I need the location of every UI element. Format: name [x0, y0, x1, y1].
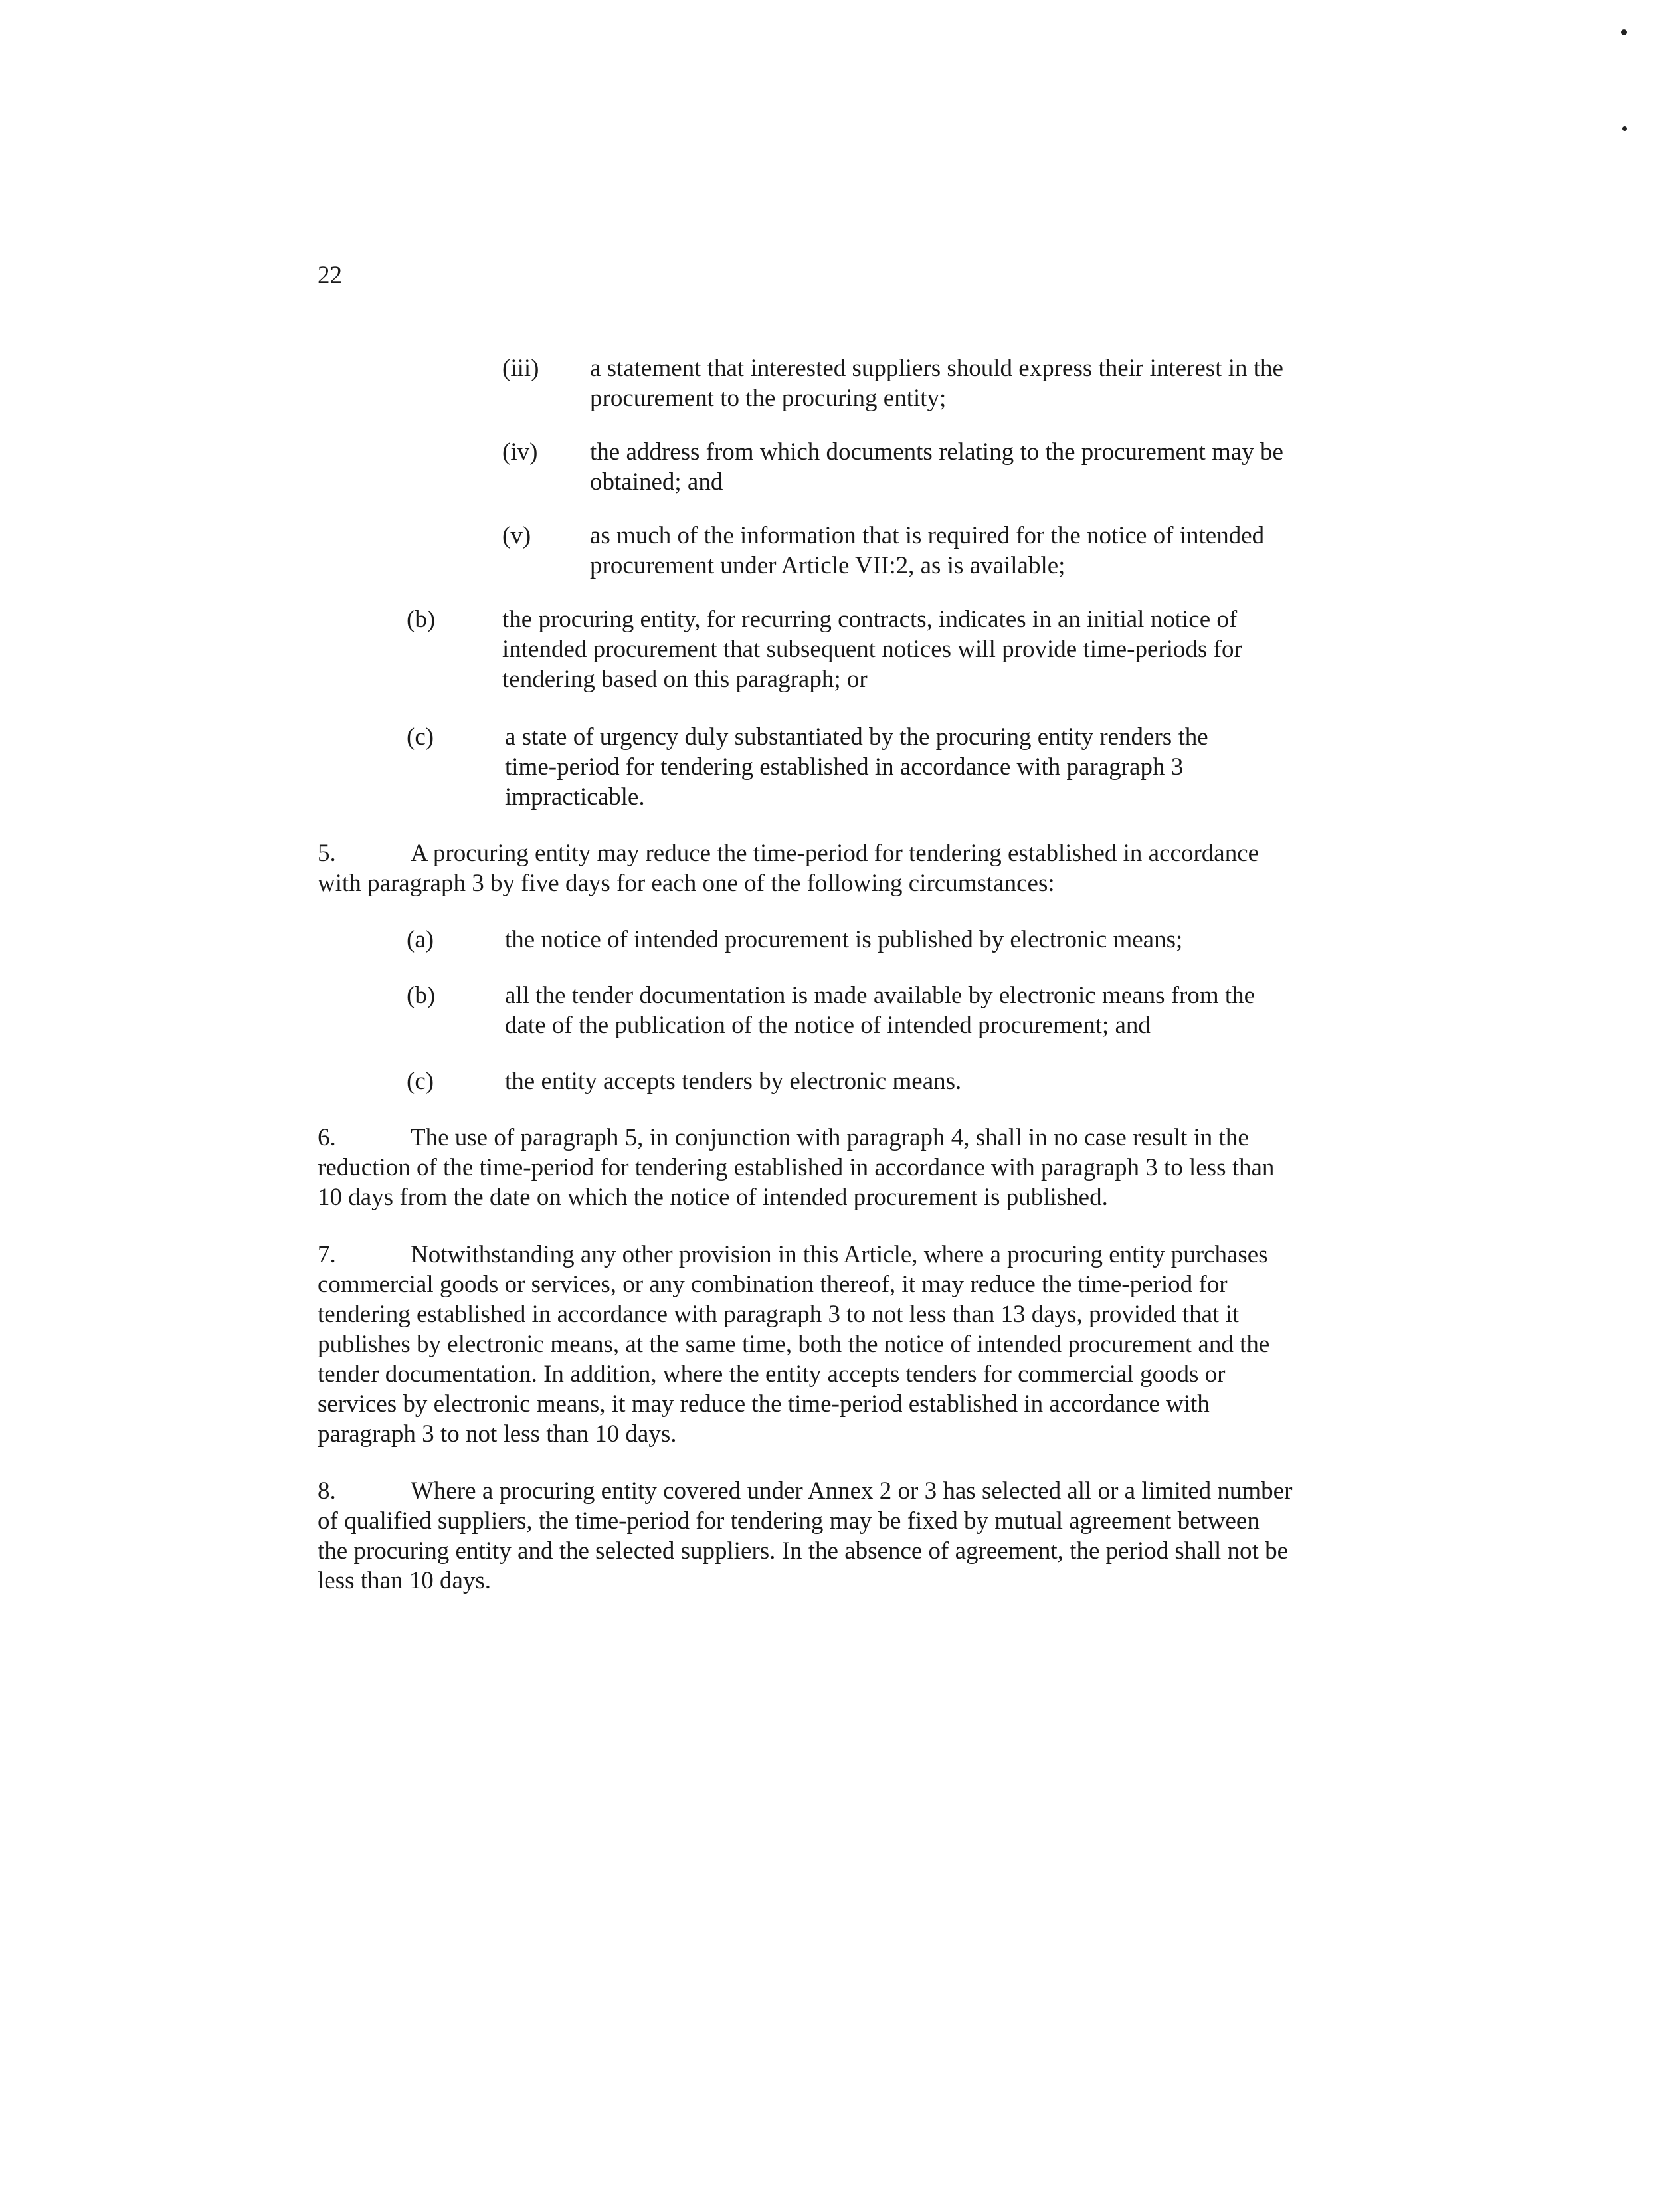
paragraph-number: 5.: [318, 840, 336, 867]
paragraph-line: Notwithstanding any other provision in this Article, where a procuring entity purchases: [411, 1241, 1268, 1268]
paragraph-number: 7.: [318, 1241, 336, 1268]
item-line: a statement that interested suppliers should express their interest in the: [590, 355, 1283, 382]
paragraph-line: tender documentation. In addition, where the entity accepts tenders for commercial goods or: [318, 1361, 1226, 1388]
paragraph-line: services by electronic means, it may reduce the time-period established in accordance with: [318, 1390, 1210, 1418]
item-line: time-period for tendering established in accordance with paragraph 3: [505, 753, 1184, 781]
paragraph-line: publishes by electronic means, at the same time, both the notice of intended procurement and the: [318, 1331, 1270, 1358]
scan-speck: [1621, 29, 1627, 35]
item-label: (b): [407, 982, 436, 1009]
paragraph-line: the procuring entity and the selected suppliers. In the absence of agreement, the period shall not be: [318, 1537, 1288, 1565]
item-label: (v): [502, 522, 531, 549]
scan-speck: [1622, 126, 1627, 131]
paragraph-line: tendering established in accordance with paragraph 3 to not less than 13 days, provided that it: [318, 1301, 1240, 1328]
item-line: date of the publication of the notice of intended procurement; and: [505, 1012, 1151, 1039]
item-label: (a): [407, 926, 434, 953]
item-line: the notice of intended procurement is published by electronic means;: [505, 926, 1183, 953]
item-line: all the tender documentation is made available by electronic means from the: [505, 982, 1256, 1009]
item-line: intended procurement that subsequent notices will provide time-periods for: [502, 636, 1242, 663]
paragraph-line: A procuring entity may reduce the time-period for tendering established in accordance: [411, 840, 1260, 867]
item-line: procurement under Article VII:2, as is available;: [590, 552, 1066, 579]
item-line: as much of the information that is required for the notice of intended: [590, 522, 1265, 549]
paragraph-number: 6.: [318, 1124, 336, 1151]
paragraph-line: 10 days from the date on which the notice of intended procurement is published.: [318, 1184, 1108, 1211]
item-label: (c): [407, 1068, 434, 1095]
paragraph-line: paragraph 3 to not less than 10 days.: [318, 1420, 677, 1448]
page-number: 22: [318, 262, 342, 289]
item-line: a state of urgency duly substantiated by the procuring entity renders the: [505, 723, 1208, 751]
item-label: (iv): [502, 438, 538, 466]
item-label: (c): [407, 723, 434, 751]
paragraph-line: The use of paragraph 5, in conjunction with paragraph 4, shall in no case result in the: [411, 1124, 1249, 1151]
item-label: (b): [407, 606, 436, 633]
item-line: impracticable.: [505, 783, 645, 810]
item-line: procurement to the procuring entity;: [590, 385, 947, 412]
paragraph-line: less than 10 days.: [318, 1567, 492, 1594]
item-line: the entity accepts tenders by electronic means.: [505, 1068, 962, 1095]
item-label: (iii): [502, 355, 539, 382]
paragraph-line: Where a procuring entity covered under Annex 2 or 3 has selected all or a limited number: [411, 1477, 1293, 1505]
item-line: obtained; and: [590, 468, 723, 496]
paragraph-number: 8.: [318, 1477, 336, 1505]
paragraph-line: reduction of the time-period for tendering established in accordance with paragraph 3 to less than: [318, 1154, 1275, 1181]
paragraph-line: of qualified suppliers, the time-period for tendering may be fixed by mutual agreement between: [318, 1507, 1260, 1535]
paragraph-line: commercial goods or services, or any combination thereof, it may reduce the time-period for: [318, 1271, 1228, 1298]
item-line: the address from which documents relating to the procurement may be: [590, 438, 1283, 466]
paragraph-line: with paragraph 3 by five days for each one of the following circumstances:: [318, 870, 1055, 897]
item-line: the procuring entity, for recurring contracts, indicates in an initial notice of: [502, 606, 1238, 633]
item-line: tendering based on this paragraph; or: [502, 666, 868, 693]
